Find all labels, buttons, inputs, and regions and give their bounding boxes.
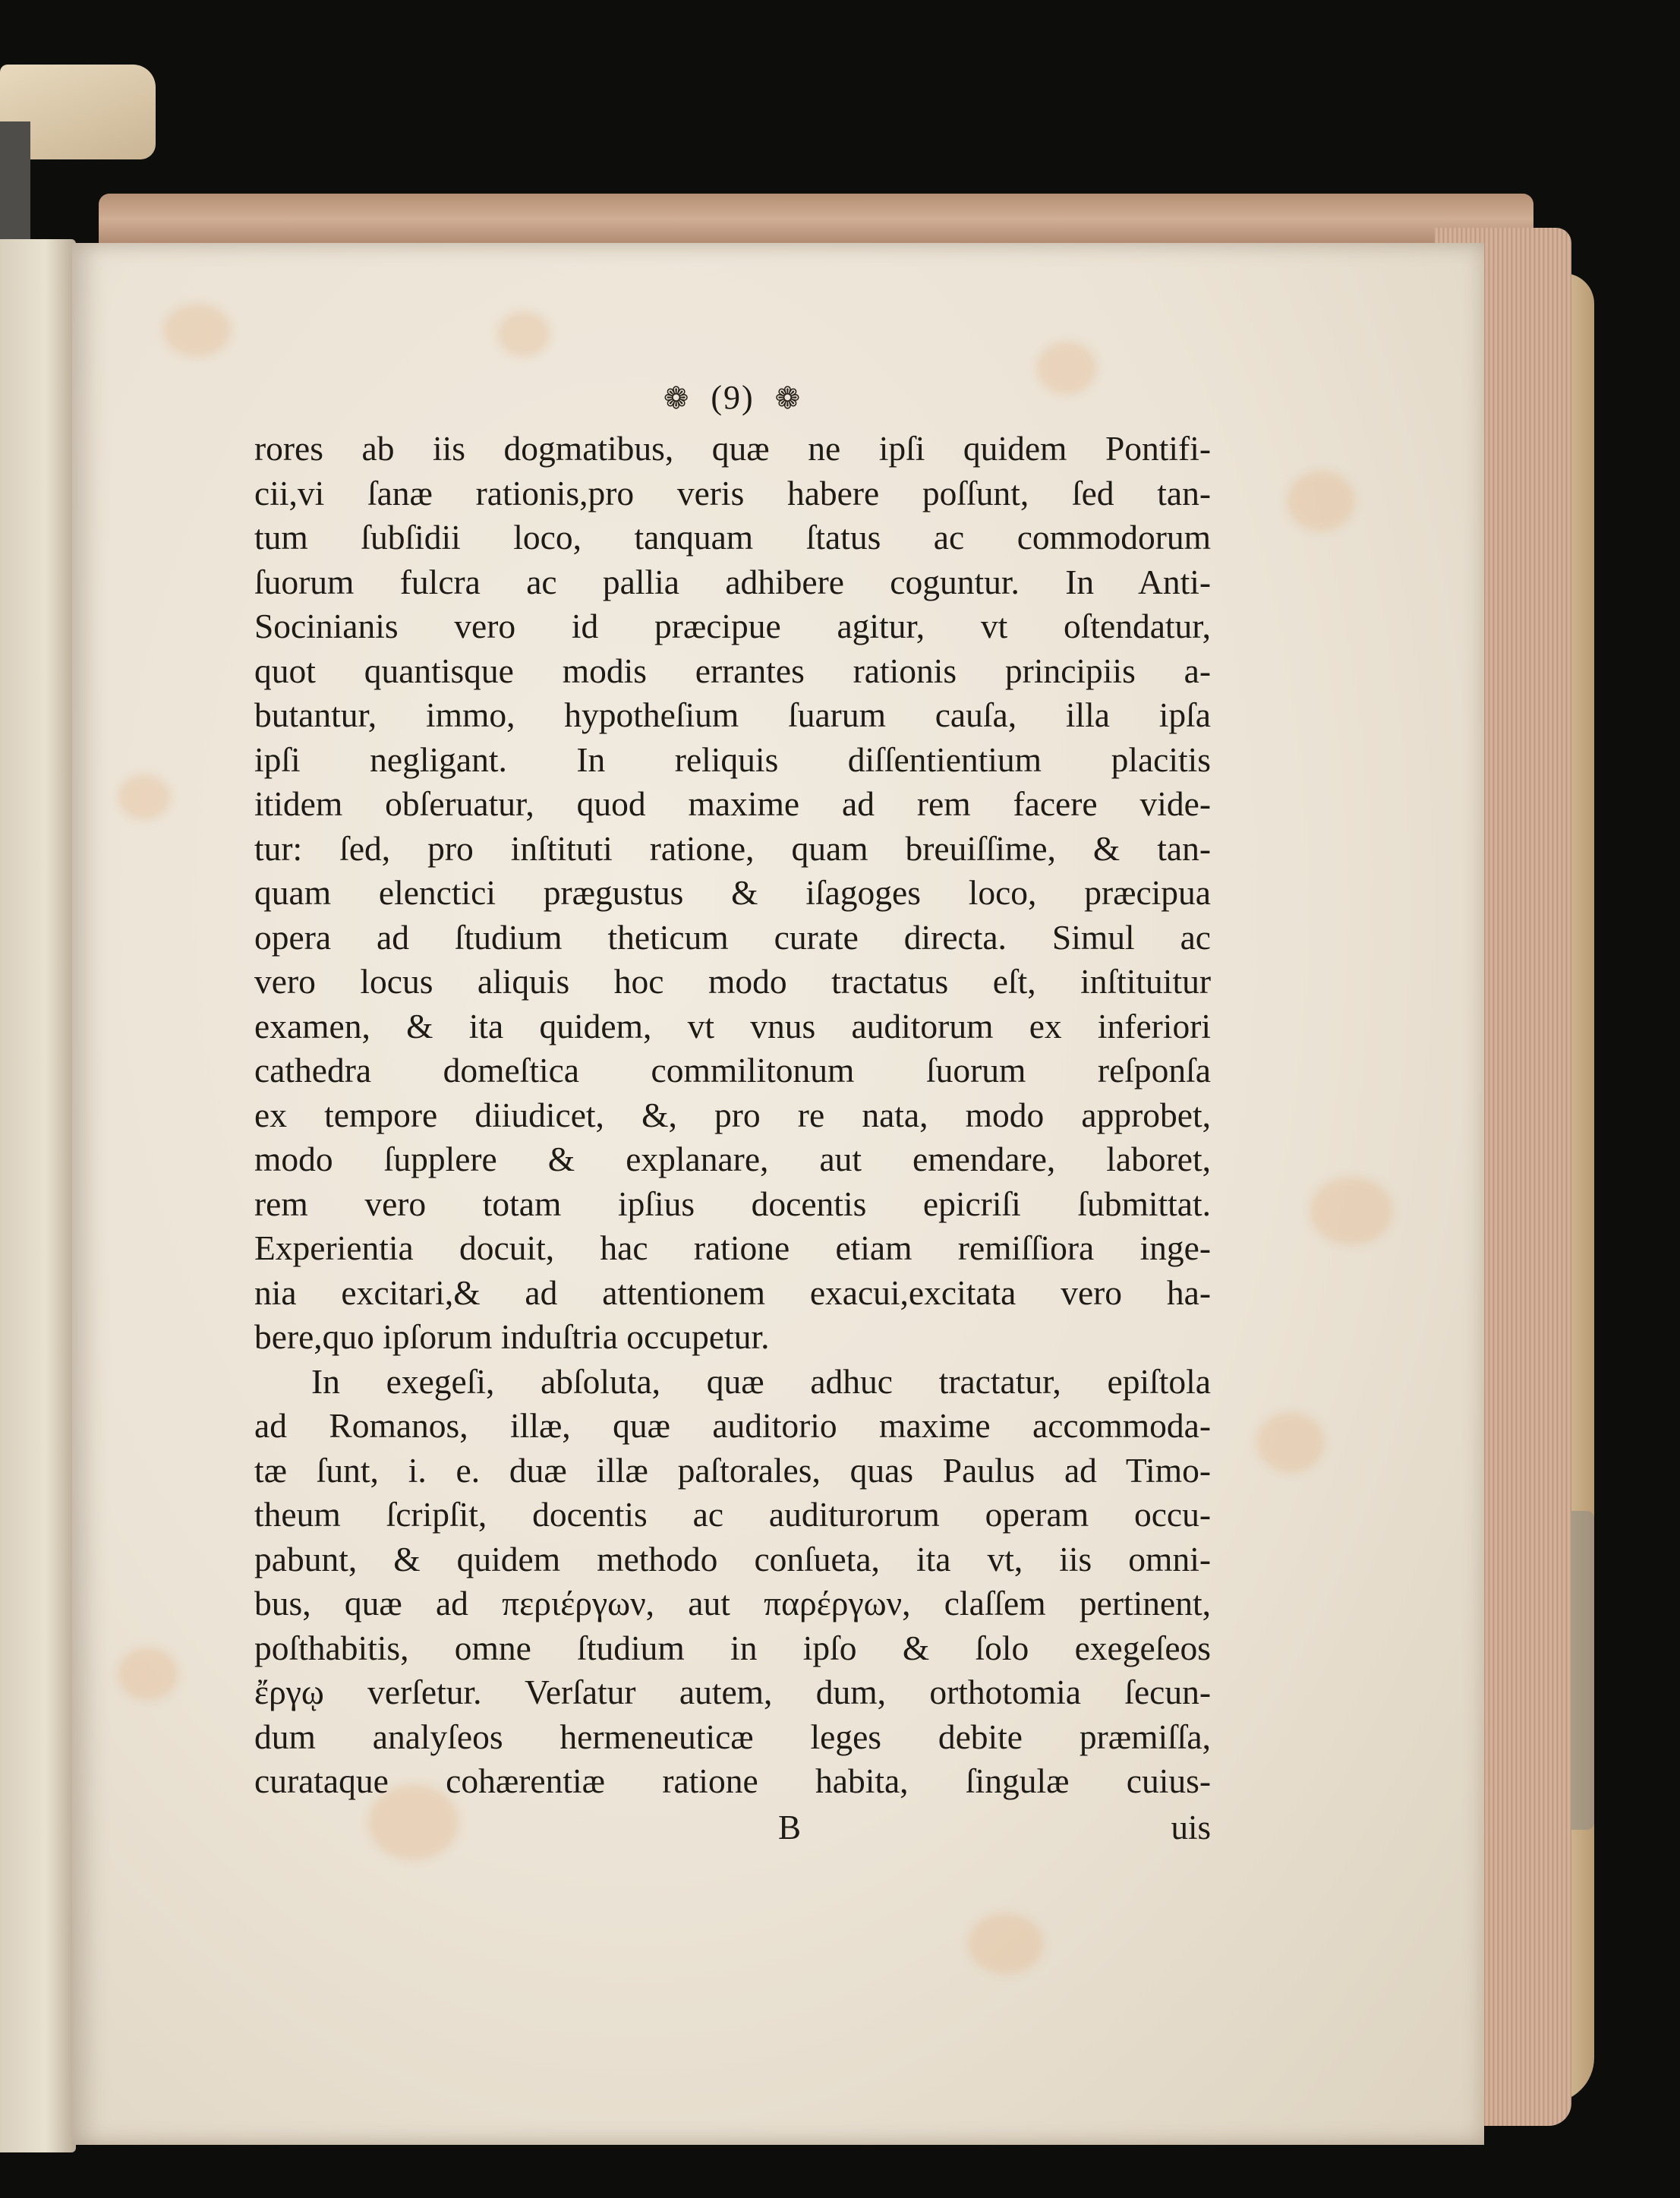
- flower-ornament-icon: ❁: [663, 381, 691, 415]
- body-text: [254, 427, 1211, 1804]
- text-line: itidem obſeruatur, quod maxime ad rem facere vide-: [254, 784, 1211, 823]
- text-line: Socinianis vero id præcipue agitur, vt oſtendatur,: [254, 607, 1211, 645]
- text-line: In exegeſi, abſoluta, quæ adhuc tractatur, epiſtola: [311, 1361, 1211, 1401]
- text-line: ex tempore diiudicet, &, pro re nata, modo approbet,: [254, 1095, 1211, 1134]
- flower-ornament-icon: ❁: [774, 381, 802, 415]
- text-line: butantur, immo, hypotheſium ſuarum cauſa, illa ipſa: [254, 695, 1211, 734]
- printed-text-block: [254, 376, 1211, 1850]
- text-line: tum ſubſidii loco, tanquam ſtatus ac commodorum: [254, 518, 1211, 557]
- text-line: quam elenctici prægustus & iſagoges loco, præcipua: [254, 873, 1211, 912]
- top-page-edges: [99, 194, 1533, 251]
- foxing-spot: [1287, 471, 1355, 531]
- text-line: poſthabitis, omne ſtudium in ipſo & ſolo exegeſeos: [254, 1628, 1211, 1667]
- text-line: curataque cohærentiæ ratione habita, ſingulæ cuius-: [254, 1761, 1211, 1800]
- text-line: ad Romanos, illæ, quæ auditorio maxime accommoda-: [254, 1406, 1211, 1445]
- catchword: uis: [1171, 1808, 1211, 1846]
- foxing-spot: [497, 311, 550, 357]
- page-footer: [254, 1805, 1211, 1850]
- text-line: examen, & ita quidem, vt vnus auditorum ex inferiori: [254, 1006, 1211, 1045]
- signature-mark: B: [778, 1808, 802, 1846]
- text-line: bus, quæ ad περιέργων, aut παρέργων, claſſem pertinent,: [254, 1584, 1211, 1622]
- foxing-spot: [163, 304, 232, 357]
- foxing-spot: [1256, 1412, 1325, 1473]
- text-line: ἔργῳ verſetur. Verſatur autem, dum, orthotomia ſecun-: [254, 1673, 1211, 1711]
- foxing-spot: [968, 1913, 1044, 1974]
- page-number: (9): [711, 379, 755, 416]
- foxing-spot: [118, 1648, 178, 1701]
- text-line: ſuorum fulcra ac pallia adhibere coguntur. In Anti-: [254, 562, 1211, 601]
- text-line: rem vero totam ipſius docentis epicriſi ſubmittat.: [254, 1184, 1211, 1223]
- running-header: [254, 376, 1211, 421]
- spine-strip: [0, 121, 30, 258]
- text-line: nia excitari,& ad attentionem exacui,excitata vero ha-: [254, 1272, 1211, 1312]
- text-line: cii,vi ſanæ rationis,pro veris habere poſſunt, ſed tan-: [254, 473, 1211, 512]
- left-page-edge: [0, 239, 76, 2152]
- text-line: cathedra domeſtica commilitonum ſuorum reſponſa: [254, 1051, 1211, 1090]
- text-line: dum analyſeos hermeneuticæ leges debite præmiſſa,: [254, 1717, 1211, 1756]
- text-line: theum ſcripſit, docentis ac auditurorum operam occu-: [254, 1495, 1211, 1534]
- text-line: ipſi negligant. In reliquis diſſentientium placitis: [254, 739, 1211, 779]
- foxing-spot: [118, 774, 171, 820]
- text-line: Experientia docuit, hac ratione etiam remiſſiora inge-: [254, 1228, 1211, 1267]
- text-line: rores ab iis dogmatibus, quæ ne ipſi quidem Pontifi-: [254, 429, 1211, 468]
- foxing-spot: [1310, 1177, 1393, 1245]
- text-line: vero locus aliquis hoc modo tractatus eſt, inſtituitur: [254, 962, 1211, 1001]
- text-line: tur: ſed, pro inſtituti ratione, quam breuiſſime, & tan-: [254, 828, 1211, 868]
- text-line: quot quantisque modis errantes rationis principiis a-: [254, 651, 1211, 690]
- text-line: opera ad ſtudium theticum curate directa. Simul ac: [254, 917, 1211, 957]
- text-line: pabunt, & quidem methodo conſueta, ita vt, iis omni-: [254, 1539, 1211, 1578]
- text-line: bere,quo ipſorum induſtria occupetur.: [254, 1317, 770, 1356]
- text-line: modo ſupplere & explanare, aut emendare, laboret,: [254, 1140, 1211, 1178]
- text-line: tæ ſunt, i. e. duæ illæ paſtorales, quas Paulus ad Timo-: [254, 1450, 1211, 1490]
